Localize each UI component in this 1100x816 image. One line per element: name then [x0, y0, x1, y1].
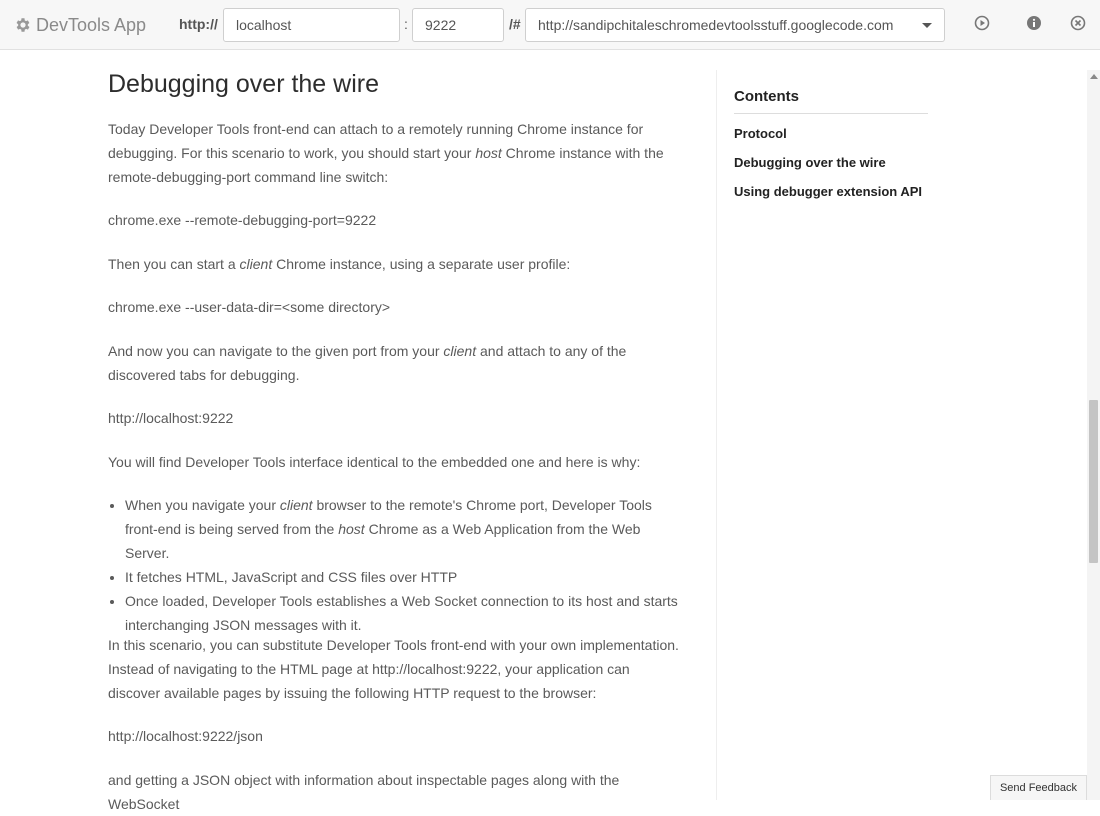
table-of-contents: [734, 85, 928, 201]
paragraph: You will find Developer Tools interface identical to the embedded one and here is why:: [108, 454, 641, 470]
port-input[interactable]: [412, 8, 504, 42]
paragraph: And now you can navigate to the given port from your client and attach to any of the discovered tabs for debugging.: [108, 343, 627, 383]
url-text: http://localhost:9222/json: [108, 728, 263, 744]
toc-item-using-debugger-extension-api[interactable]: Using debugger extension API: [734, 184, 923, 199]
list-item: • Once loaded, Developer Tools establishes a Web Socket connection to its host and starts interchanging JSON messages with it.: [125, 589, 685, 637]
paragraph: In this scenario, you can substitute Developer Tools front-end with your own implementation. Instead of navigating to the HTML page at http://localhost:9222, your application can discover available pages by issuing the following HTTP request to the browser:: [108, 637, 679, 701]
scroll-up-arrow-icon[interactable]: [1090, 74, 1098, 79]
hash-label: /#: [509, 16, 521, 32]
url-input[interactable]: [525, 8, 911, 42]
page-title: Debugging over the wire: [108, 70, 379, 98]
colon-label: :: [404, 16, 408, 32]
url-text: http://localhost:9222: [108, 410, 234, 426]
toc-item-debugging-over-the-wire[interactable]: Debugging over the wire: [734, 155, 886, 170]
gear-icon: [14, 16, 32, 34]
url-dropdown-button[interactable]: [910, 8, 945, 42]
chevron-down-icon: [922, 23, 932, 28]
bullet-list: [108, 493, 685, 637]
toc-item-protocol[interactable]: Protocol: [734, 126, 787, 141]
paragraph: and getting a JSON object with information about inspectable pages along with the WebSocket: [108, 772, 620, 812]
send-feedback-button[interactable]: Send Feedback: [990, 775, 1087, 800]
app-title-text: DevTools App: [36, 14, 147, 35]
toolbar: [0, 0, 1100, 50]
protocol-label: http://: [179, 16, 218, 32]
paragraph: Then you can start a client Chrome instance, using a separate user profile:: [108, 256, 571, 272]
host-input[interactable]: [223, 8, 400, 42]
close-icon[interactable]: [1070, 15, 1086, 31]
paragraph: Today Developer Tools front-end can attach to a remotely running Chrome instance for debugging. For this scenario to work, you should start your host Chrome instance with the remote-debugging-port command line switch:: [108, 121, 664, 185]
list-item: • It fetches HTML, JavaScript and CSS files over HTTP: [125, 565, 685, 589]
toc-title: Contents: [734, 85, 928, 114]
app-title: [14, 13, 146, 37]
play-icon[interactable]: [974, 15, 990, 31]
scrollbar-thumb[interactable]: [1089, 400, 1098, 563]
info-icon[interactable]: [1026, 15, 1042, 31]
list-item: • When you navigate your client browser to the remote's Chrome port, Developer Tools front-end is being served from the host Chrome as a Web Application from the Web Server.: [125, 493, 685, 565]
command-line: chrome.exe --user-data-dir=<some directory>: [108, 299, 391, 315]
divider: [716, 70, 717, 800]
command-line: chrome.exe --remote-debugging-port=9222: [108, 212, 377, 228]
